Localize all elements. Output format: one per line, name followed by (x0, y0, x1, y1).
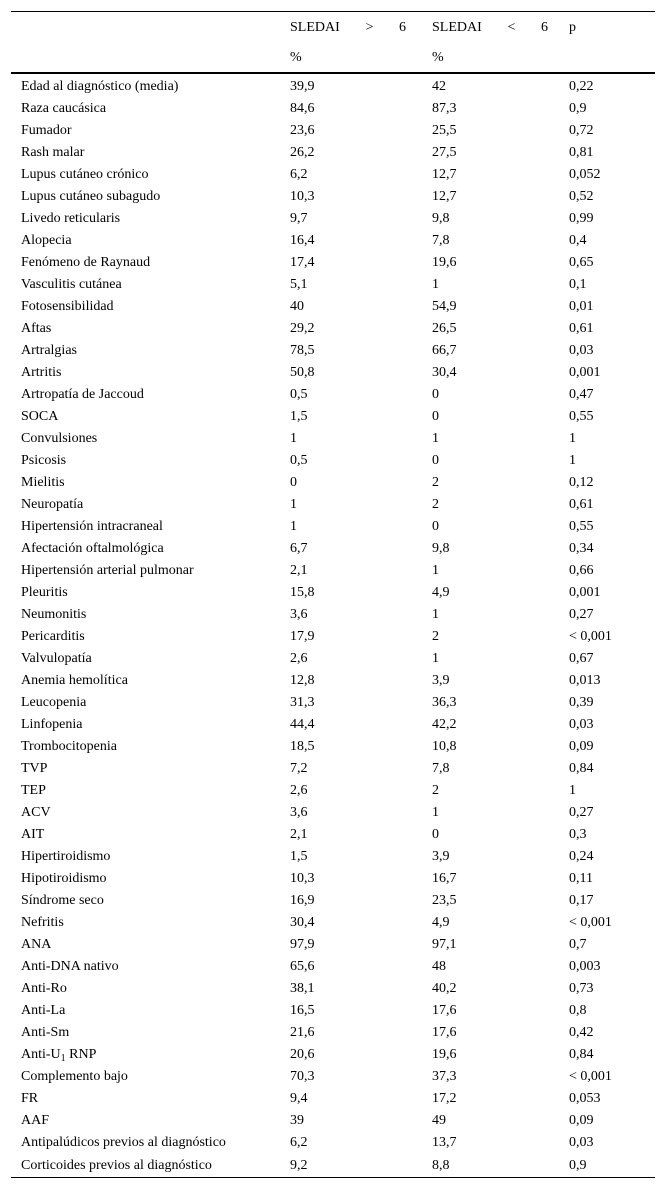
table-row (11, 450, 655, 472)
value-sledai-low: 3,9 (432, 673, 450, 688)
value-p: 0,09 (569, 739, 594, 754)
value-sledai-low: 66,7 (432, 343, 457, 358)
table-row (11, 1088, 655, 1110)
value-sledai-low: 26,5 (432, 321, 457, 336)
row-label: Fotosensibilidad (21, 299, 114, 314)
value-sledai-low: 17,6 (432, 1025, 457, 1040)
table-row (11, 582, 655, 604)
row-label: Vasculitis cutánea (21, 277, 122, 292)
value-sledai-low: 12,7 (432, 189, 457, 204)
row-label: Convulsiones (21, 431, 98, 446)
row-label: Mielitis (21, 475, 65, 490)
table-row (11, 186, 655, 208)
table-body (11, 73, 655, 1178)
table-row (11, 73, 655, 98)
value-sledai-low: 8,8 (422, 1154, 559, 1178)
row-label: Hipertensión intracraneal (21, 519, 163, 534)
value-sledai-low: 19,6 (432, 255, 457, 270)
table-row (11, 758, 655, 780)
row-label: Anti-La (21, 1003, 66, 1018)
value-p: 0,84 (569, 1047, 594, 1062)
table-row (11, 978, 655, 1000)
header-p-value: p (559, 12, 655, 44)
value-sledai-high: 21,6 (290, 1025, 315, 1040)
table-row (11, 648, 655, 670)
value-sledai-high: 84,6 (290, 101, 315, 116)
value-sledai-high: 17,9 (290, 629, 315, 644)
value-sledai-low: 1 (432, 607, 439, 622)
header-unit-p (559, 43, 655, 73)
row-label: Antipalúdicos previos al diagnóstico (21, 1135, 226, 1150)
row-label: Edad al diagnóstico (media) (21, 79, 179, 94)
value-p: 0,52 (569, 189, 594, 204)
table-row (11, 780, 655, 802)
value-sledai-high: 1 (290, 519, 297, 534)
value-sledai-high: 65,6 (290, 959, 315, 974)
row-label: Anti-Sm (21, 1025, 70, 1040)
value-p: 0,66 (569, 563, 594, 578)
value-sledai-high: 97,9 (290, 937, 315, 952)
value-sledai-high: 9,2 (280, 1154, 422, 1178)
value-sledai-low: 36,3 (432, 695, 457, 710)
table-row (11, 1022, 655, 1044)
value-sledai-high: 70,3 (290, 1069, 315, 1084)
value-sledai-low: 1 (432, 563, 439, 578)
value-sledai-high: 1 (290, 497, 297, 512)
value-sledai-high: 31,3 (290, 695, 315, 710)
value-sledai-low: 0 (432, 827, 439, 842)
value-sledai-low: 97,1 (432, 937, 457, 952)
value-p: 0,99 (569, 211, 594, 226)
row-label: SOCA (21, 409, 59, 424)
value-sledai-low: 16,7 (432, 871, 457, 886)
value-sledai-high: 39 (290, 1113, 304, 1128)
value-sledai-high: 3,6 (290, 805, 308, 820)
value-p: 0,84 (569, 761, 594, 776)
value-p: 0,8 (569, 1003, 587, 1018)
table-row (11, 516, 655, 538)
value-sledai-high: 23,6 (290, 123, 315, 138)
value-p: 0,47 (569, 387, 594, 402)
row-label: Rash malar (21, 145, 85, 160)
row-label: ACV (21, 805, 51, 820)
row-label: Trombocitopenia (21, 739, 117, 754)
value-sledai-high: 2,6 (290, 783, 308, 798)
value-p: 0,73 (569, 981, 594, 996)
table-row (11, 318, 655, 340)
value-p: 0,013 (569, 673, 601, 688)
table-row (11, 1044, 655, 1066)
table-row (11, 890, 655, 912)
value-sledai-low: 48 (432, 959, 446, 974)
value-sledai-low: 0 (432, 519, 439, 534)
value-sledai-low: 54,9 (432, 299, 457, 314)
row-label: Neumonitis (21, 607, 87, 622)
table-row (11, 1110, 655, 1132)
table-row (11, 428, 655, 450)
value-sledai-high: 9,7 (290, 211, 308, 226)
value-sledai-high: 6,2 (290, 167, 308, 182)
row-label: ANA (21, 937, 52, 952)
row-label: Corticoides previos al diagnóstico (11, 1154, 280, 1178)
table-row (11, 274, 655, 296)
value-sledai-low: 4,9 (432, 915, 450, 930)
row-label: Lupus cutáneo subagudo (21, 189, 161, 204)
table-row (11, 626, 655, 648)
value-sledai-high: 0,5 (290, 453, 308, 468)
table-row (11, 472, 655, 494)
value-sledai-low: 4,9 (432, 585, 450, 600)
table-row (11, 736, 655, 758)
table-row (11, 714, 655, 736)
value-sledai-low: 87,3 (432, 101, 457, 116)
value-sledai-low: 23,5 (432, 893, 457, 908)
table-row (11, 846, 655, 868)
row-label: Raza caucásica (21, 101, 107, 116)
value-sledai-low: 9,8 (432, 541, 450, 556)
table-row (11, 208, 655, 230)
row-label: Aftas (21, 321, 52, 336)
value-sledai-high: 2,6 (290, 651, 308, 666)
table-row (11, 956, 655, 978)
row-label: Valvulopatía (21, 651, 92, 666)
value-sledai-high: 44,4 (290, 717, 315, 732)
value-p: 0,03 (569, 343, 594, 358)
row-label: Anti-Ro (21, 981, 67, 996)
value-sledai-high: 2,1 (290, 563, 308, 578)
header-unit-low: % (422, 43, 559, 73)
value-p: 1 (569, 783, 576, 798)
row-label: Pericarditis (21, 629, 85, 644)
row-label: TEP (21, 783, 46, 798)
value-sledai-low: 17,6 (432, 1003, 457, 1018)
value-sledai-low: 37,3 (432, 1069, 457, 1084)
value-sledai-low: 30,4 (432, 365, 457, 380)
table-row (11, 296, 655, 318)
value-sledai-low: 2 (432, 475, 439, 490)
row-label: Artritis (21, 365, 62, 380)
value-p: 0,67 (569, 651, 594, 666)
value-sledai-low: 1 (432, 805, 439, 820)
table-row (11, 494, 655, 516)
value-p: 0,03 (569, 717, 594, 732)
row-label: Artropatía de Jaccoud (21, 387, 144, 402)
row-label: Livedo reticularis (21, 211, 121, 226)
value-sledai-high: 10,3 (290, 189, 315, 204)
value-sledai-high: 1 (290, 431, 297, 446)
value-sledai-high: 7,2 (290, 761, 308, 776)
value-p: < 0,001 (569, 915, 612, 930)
row-label: Linfopenia (21, 717, 83, 732)
table-row (11, 120, 655, 142)
data-table-container (11, 11, 655, 1178)
value-p: 0,052 (569, 167, 601, 182)
value-sledai-high: 2,1 (290, 827, 308, 842)
value-sledai-high: 38,1 (290, 981, 315, 996)
value-sledai-low: 49 (432, 1113, 446, 1128)
table-row (11, 560, 655, 582)
value-sledai-low: 7,8 (432, 761, 450, 776)
value-p: 0,12 (569, 475, 594, 490)
value-p: 0,001 (569, 365, 601, 380)
row-label: Fenómeno de Raynaud (21, 255, 151, 270)
value-sledai-low: 0 (432, 409, 439, 424)
value-p: 0,053 (569, 1091, 601, 1106)
table-row (11, 340, 655, 362)
value-p: 0,1 (569, 277, 587, 292)
value-sledai-high: 12,8 (290, 673, 315, 688)
value-p: 1 (569, 431, 576, 446)
value-sledai-low: 25,5 (432, 123, 457, 138)
header-sledai-low: SLEDAI < 6 (422, 12, 559, 44)
table-row (11, 824, 655, 846)
value-p: 0,003 (569, 959, 601, 974)
table-row (11, 802, 655, 824)
value-p: 0,3 (569, 827, 587, 842)
value-sledai-low: 40,2 (432, 981, 457, 996)
clinical-comparison-table (11, 11, 655, 1178)
value-p: 0,01 (569, 299, 594, 314)
row-label: Hipotiroidismo (21, 871, 107, 886)
value-sledai-low: 42 (432, 79, 446, 94)
value-sledai-high: 18,5 (290, 739, 315, 754)
row-label: AIT (21, 827, 45, 842)
table-row (11, 362, 655, 384)
table-row (11, 912, 655, 934)
header-row (11, 12, 655, 44)
row-label: AAF (21, 1113, 50, 1128)
row-label: Afectación oftalmológica (21, 541, 164, 556)
value-sledai-high: 26,2 (290, 145, 315, 160)
value-sledai-low: 2 (432, 629, 439, 644)
table-row (11, 934, 655, 956)
value-sledai-low: 13,7 (432, 1135, 457, 1150)
value-p: 0,24 (569, 849, 594, 864)
value-sledai-high: 29,2 (290, 321, 315, 336)
value-sledai-low: 0 (432, 453, 439, 468)
value-p: < 0,001 (569, 1069, 612, 1084)
value-sledai-high: 3,6 (290, 607, 308, 622)
value-sledai-low: 17,2 (432, 1091, 457, 1106)
value-sledai-low: 19,6 (432, 1047, 457, 1062)
table-row (11, 406, 655, 428)
value-sledai-high: 17,4 (290, 255, 315, 270)
value-sledai-high: 20,6 (290, 1047, 315, 1062)
value-p: 0,11 (569, 871, 593, 886)
value-p: 0,65 (569, 255, 594, 270)
table-row (11, 252, 655, 274)
row-label: Anti-$U_1$ RNP (21, 1047, 97, 1064)
row-label: Nefritis (21, 915, 64, 930)
table-row (11, 868, 655, 890)
value-sledai-high: 6,2 (290, 1135, 308, 1150)
value-p: 0,22 (569, 79, 594, 94)
value-p: 0,42 (569, 1025, 594, 1040)
table-row (11, 1000, 655, 1022)
table-row (11, 384, 655, 406)
value-sledai-low: 10,8 (432, 739, 457, 754)
value-p: 0,001 (569, 585, 601, 600)
table-row (11, 1066, 655, 1088)
value-sledai-low: 1 (432, 651, 439, 666)
value-sledai-high: 10,3 (290, 871, 315, 886)
value-p: < 0,001 (569, 629, 612, 644)
row-label: Psicosis (21, 453, 67, 468)
table-row (11, 538, 655, 560)
table-row (11, 604, 655, 626)
value-p: 0,27 (569, 607, 594, 622)
row-label: Anemia hemolítica (21, 673, 128, 688)
table-row (11, 142, 655, 164)
table-row (11, 1132, 655, 1154)
value-sledai-high: 16,5 (290, 1003, 315, 1018)
value-sledai-high: 1,5 (290, 849, 308, 864)
table-row (11, 230, 655, 252)
value-sledai-low: 42,2 (432, 717, 457, 732)
value-p: 1 (569, 453, 576, 468)
value-sledai-high: 50,8 (290, 365, 315, 380)
value-sledai-high: 1,5 (290, 409, 308, 424)
row-label: Artralgias (21, 343, 77, 358)
header-unit-high: % (280, 43, 422, 73)
row-label: Fumador (21, 123, 72, 138)
row-label: Lupus cutáneo crónico (21, 167, 149, 182)
value-sledai-low: 7,8 (432, 233, 450, 248)
value-sledai-high: 16,4 (290, 233, 315, 248)
value-sledai-high: 6,7 (290, 541, 308, 556)
value-sledai-high: 9,4 (290, 1091, 308, 1106)
value-sledai-low: 9,8 (432, 211, 450, 226)
value-sledai-high: 0 (290, 475, 297, 490)
header-unit-empty (11, 43, 280, 73)
value-sledai-low: 3,9 (432, 849, 450, 864)
value-p: 0,09 (569, 1113, 594, 1128)
value-sledai-low: 1 (432, 431, 439, 446)
row-label: FR (21, 1091, 39, 1106)
value-p: 0,72 (569, 123, 594, 138)
value-p: 0,9 (559, 1154, 655, 1178)
value-sledai-low: 12,7 (432, 167, 457, 182)
value-p: 0,55 (569, 409, 594, 424)
value-sledai-low: 27,5 (432, 145, 457, 160)
value-p: 0,4 (569, 233, 587, 248)
value-sledai-high: 0,5 (290, 387, 308, 402)
header-sledai-high: SLEDAI > 6 (280, 12, 422, 44)
table-row (11, 670, 655, 692)
table-row (11, 98, 655, 120)
value-p: 0,17 (569, 893, 594, 908)
value-sledai-low: 1 (432, 277, 439, 292)
value-p: 0,34 (569, 541, 594, 556)
value-p: 0,9 (569, 101, 587, 116)
row-label: Anti-DNA nativo (21, 959, 119, 974)
value-p: 0,39 (569, 695, 594, 710)
value-sledai-low: 2 (432, 497, 439, 512)
value-p: 0,81 (569, 145, 594, 160)
row-label: Hipertiroidismo (21, 849, 111, 864)
table-row (11, 692, 655, 714)
row-label: TVP (21, 761, 48, 776)
value-p: 0,61 (569, 497, 594, 512)
value-sledai-high: 30,4 (290, 915, 315, 930)
table-row (11, 164, 655, 186)
value-sledai-high: 39,9 (290, 79, 315, 94)
value-p: 0,55 (569, 519, 594, 534)
value-sledai-high: 15,8 (290, 585, 315, 600)
value-sledai-high: 16,9 (290, 893, 315, 908)
row-label: Hipertensión arterial pulmonar (21, 563, 194, 578)
value-p: 0,7 (569, 937, 587, 952)
value-sledai-high: 78,5 (290, 343, 315, 358)
value-sledai-high: 40 (290, 299, 304, 314)
row-label: Síndrome seco (21, 893, 104, 908)
value-sledai-high: 5,1 (290, 277, 308, 292)
value-sledai-low: 2 (432, 783, 439, 798)
value-p: 0,03 (569, 1135, 594, 1150)
value-sledai-low: 0 (432, 387, 439, 402)
table-row (11, 1154, 655, 1178)
row-label: Alopecia (21, 233, 72, 248)
value-p: 0,27 (569, 805, 594, 820)
row-label: Pleuritis (21, 585, 68, 600)
value-p: 0,61 (569, 321, 594, 336)
row-label: Leucopenia (21, 695, 87, 710)
row-label: Complemento bajo (21, 1069, 128, 1084)
header-unit-row (11, 43, 655, 73)
header-label-cell (11, 12, 280, 44)
row-label: Neuropatía (21, 497, 84, 512)
